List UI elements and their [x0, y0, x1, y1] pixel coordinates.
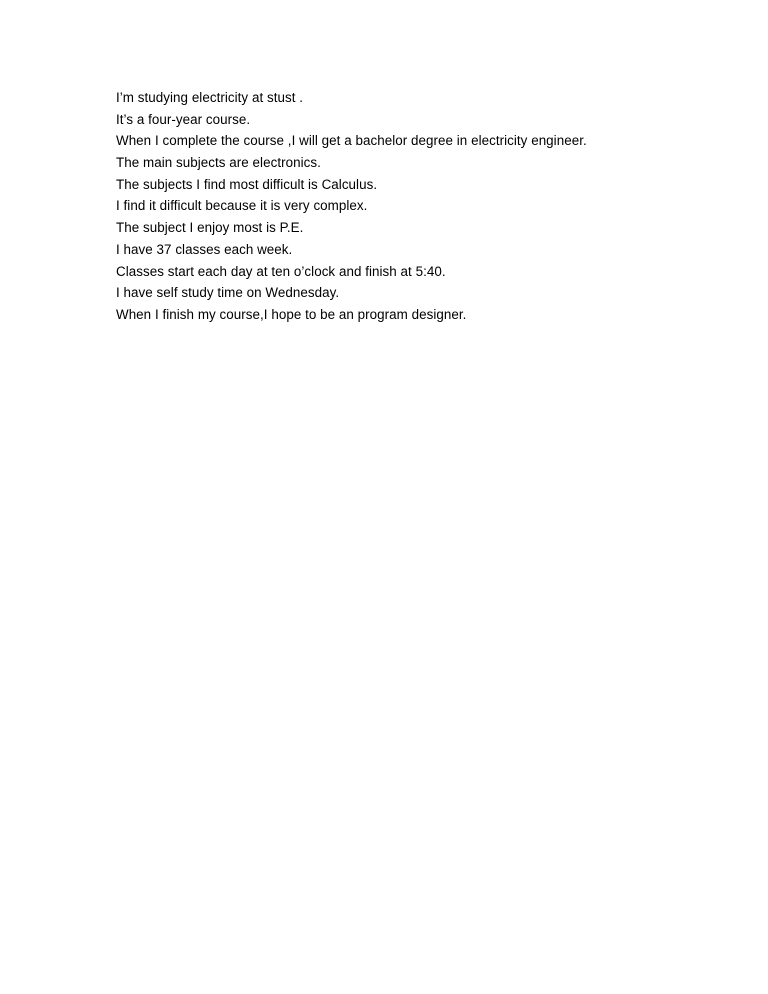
text-line: When I finish my course,I hope to be an program designer. [116, 306, 467, 322]
text-line: When I complete the course ,I will get a bachelor degree in electricity engineer. [116, 133, 587, 149]
text-line: I find it difficult because it is very complex. [116, 198, 368, 214]
text-line: I have self study time on Wednesday. [116, 285, 340, 301]
text-line: The subjects I find most difficult is Calculus. [116, 176, 378, 192]
document-body [116, 87, 736, 326]
text-line: Classes start each day at ten o’clock and finish at 5:40. [116, 263, 446, 279]
text-line: It’s a four-year course. [116, 111, 251, 127]
text-line: The subject I enjoy most is P.E. [116, 220, 304, 236]
text-line: I have 37 classes each week. [116, 241, 293, 257]
text-line: I’m studying electricity at stust . [116, 90, 304, 105]
text-line: The main subjects are electronics. [116, 155, 321, 171]
